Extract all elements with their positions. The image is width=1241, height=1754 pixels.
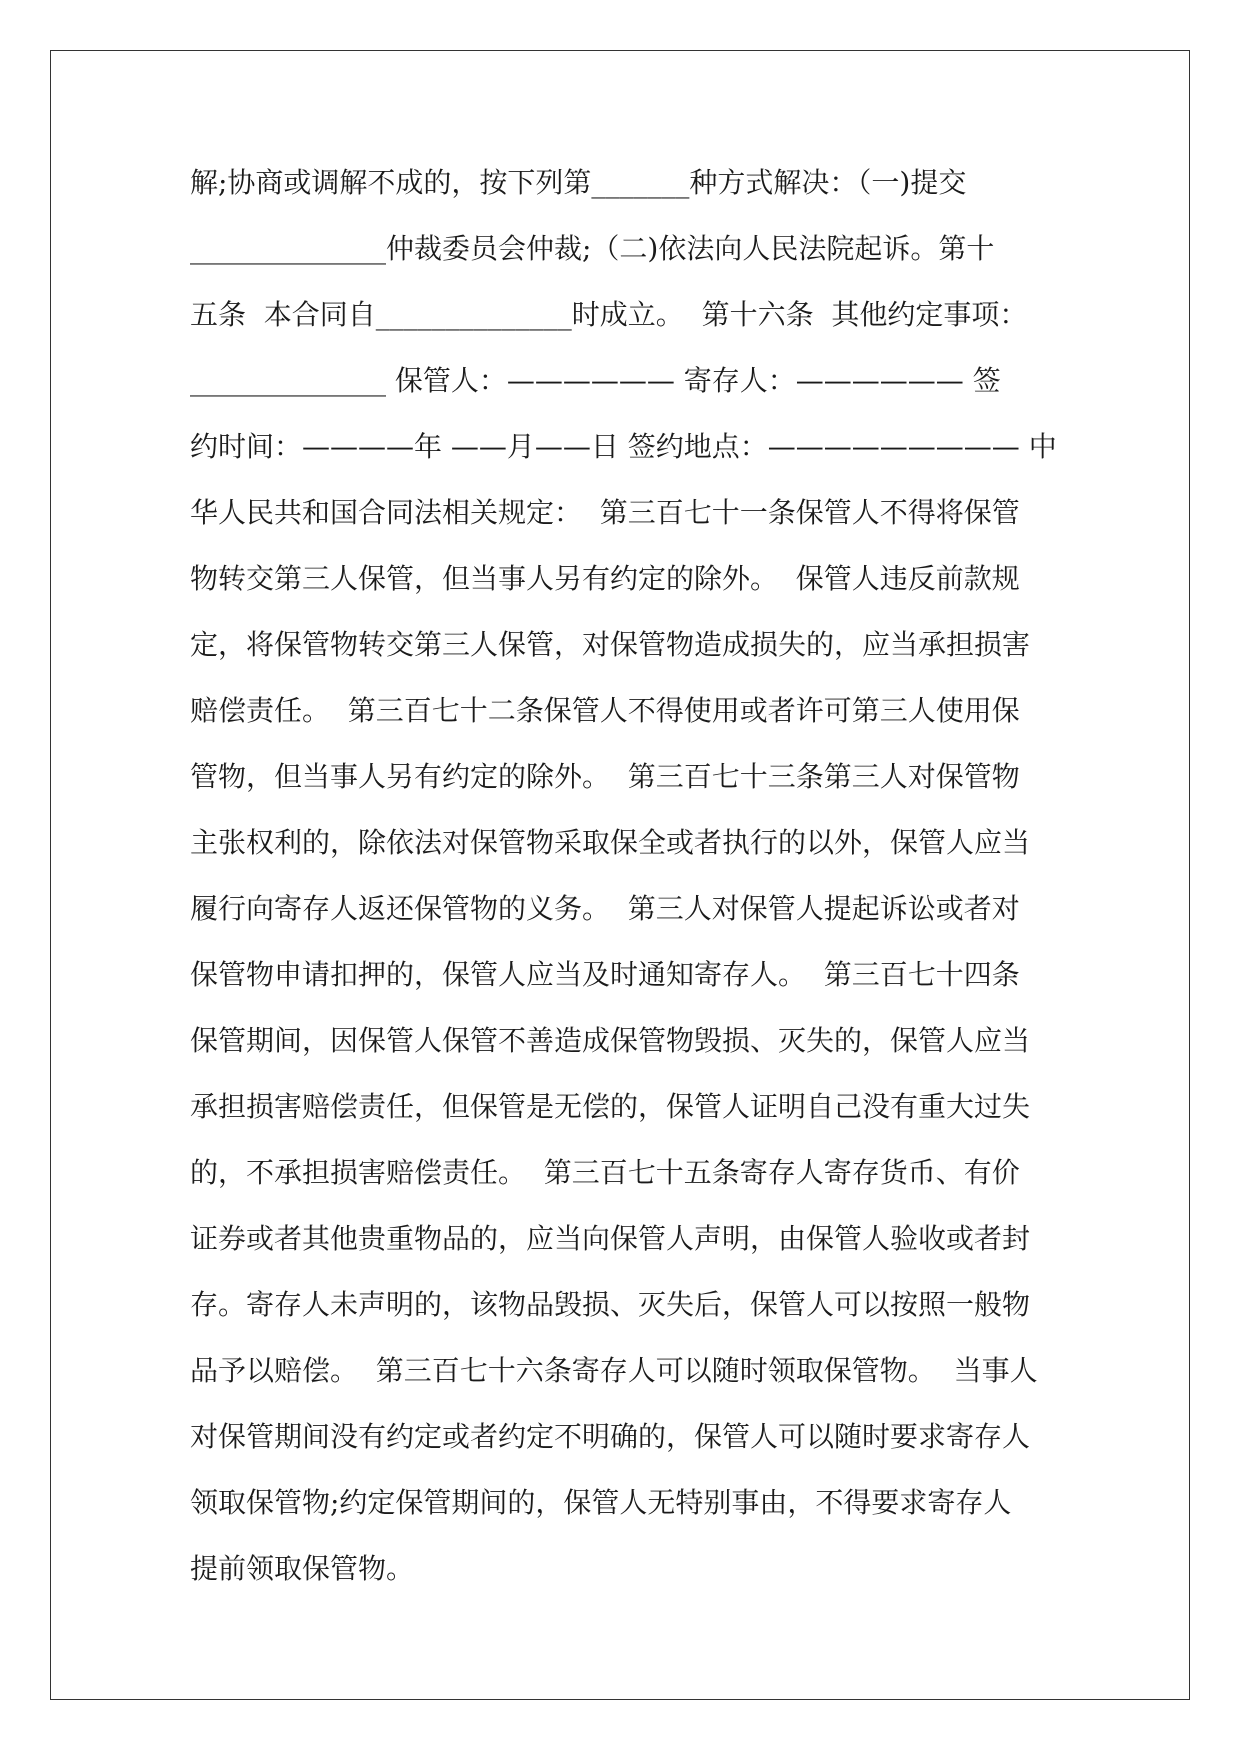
text-line: 解;协商或调解不成的，按下列第_______种方式解决：（一)提交	[190, 166, 967, 199]
text-line: 保管期间，因保管人保管不善造成保管物毁损、灭失的，保管人应当	[190, 1024, 1031, 1057]
text-line: 证券或者其他贵重物品的，应当向保管人声明，由保管人验收或者封	[190, 1222, 1031, 1255]
text-line: 物转交第三人保管，但当事人另有约定的除外。 保管人违反前款规	[190, 562, 1020, 595]
text-line: 约时间：————年 ——月——日 签约地点：————————— 中	[190, 430, 1057, 463]
text-line: 履行向寄存人返还保管物的义务。 第三人对保管人提起诉讼或者对	[190, 892, 1020, 925]
text-line: 主张权利的，除依法对保管物采取保全或者执行的以外，保管人应当	[190, 826, 1031, 859]
text-line: 领取保管物;约定保管期间的，保管人无特别事由，不得要求寄存人	[190, 1486, 1012, 1519]
document-body	[190, 150, 1065, 1602]
text-line: 承担损害赔偿责任，但保管是无偿的，保管人证明自己没有重大过失	[190, 1090, 1031, 1123]
text-line: 品予以赔偿。 第三百七十六条寄存人可以随时领取保管物。 当事人	[190, 1354, 1038, 1387]
text-line: ______________ 保管人：—————— 寄存人：—————— 签	[190, 364, 1001, 397]
text-line: 对保管期间没有约定或者约定不明确的，保管人可以随时要求寄存人	[190, 1420, 1031, 1453]
text-line: 存。寄存人未声明的，该物品毁损、灭失后，保管人可以按照一般物	[190, 1288, 1031, 1321]
text-line: ______________仲裁委员会仲裁;（二)依法向人民法院起诉。第十	[190, 232, 995, 265]
text-line: 定，将保管物转交第三人保管，对保管物造成损失的，应当承担损害	[190, 628, 1031, 661]
text-line: 五条 本合同自______________时成立。 第十六条 其他约定事项：	[190, 298, 1028, 331]
text-line: 赔偿责任。 第三百七十二条保管人不得使用或者许可第三人使用保	[190, 694, 1020, 727]
text-line: 的，不承担损害赔偿责任。 第三百七十五条寄存人寄存货币、有价	[190, 1156, 1020, 1189]
text-line: 保管物申请扣押的，保管人应当及时通知寄存人。 第三百七十四条	[190, 958, 1020, 991]
text-line: 管物，但当事人另有约定的除外。 第三百七十三条第三人对保管物	[190, 760, 1020, 793]
text-line: 提前领取保管物。	[190, 1552, 415, 1585]
text-line: 华人民共和国合同法相关规定： 第三百七十一条保管人不得将保管	[190, 496, 1020, 529]
